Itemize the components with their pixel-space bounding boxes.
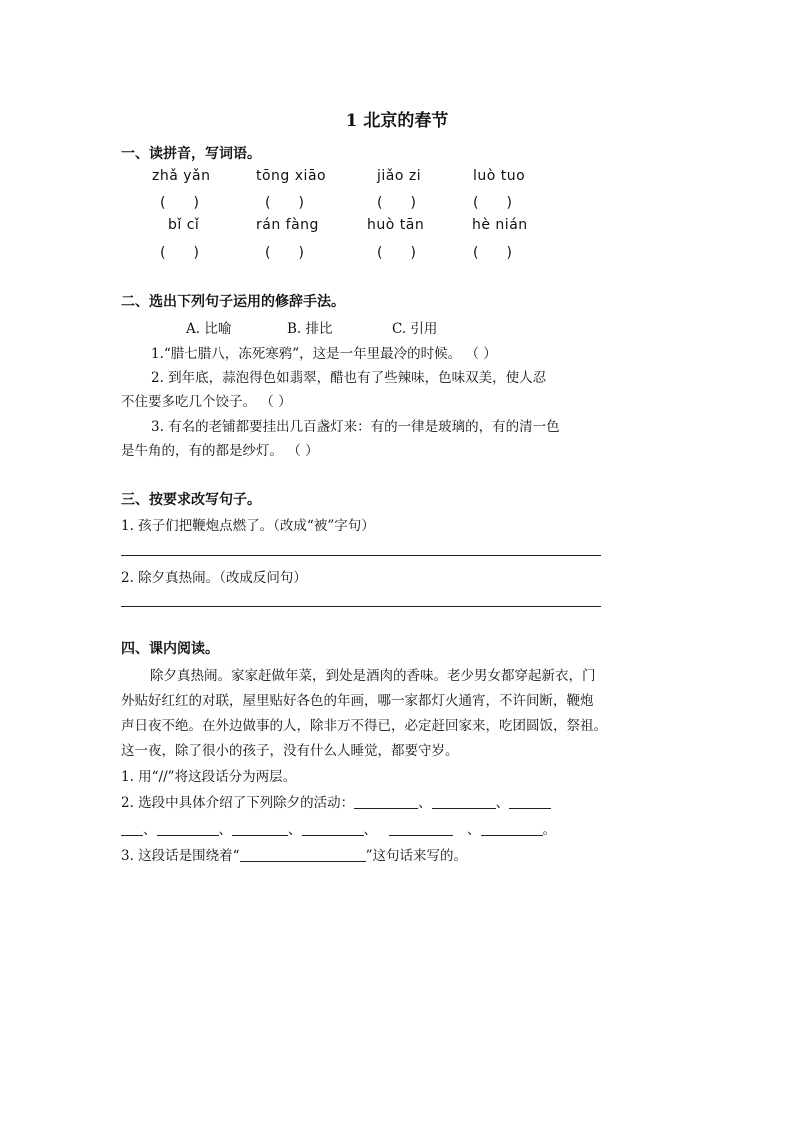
page-title: 1 北京的春节 <box>345 111 449 131</box>
option-b: B. 排比 <box>287 321 333 337</box>
reading-question-2-continued <box>121 818 556 838</box>
separator: 、 <box>418 795 432 811</box>
activity-blank-3-end[interactable] <box>121 821 143 836</box>
reading-question-2-text: 2. 选段中具体介绍了下列除夕的活动： <box>121 795 355 811</box>
separator: 、 <box>495 795 510 811</box>
answer-line-2[interactable] <box>121 606 601 607</box>
reading-question-3-suffix: ”这句话来写的。 <box>365 848 467 864</box>
option-a: A. 比喻 <box>186 321 232 337</box>
activity-blank-1[interactable] <box>354 794 418 809</box>
activity-blank-7[interactable] <box>389 821 453 836</box>
reading-question-3-prefix: 3. 这段话是围绕着“ <box>121 848 240 864</box>
answer-box-1[interactable]: ( ) <box>160 195 199 211</box>
pinyin-6: rán fàng <box>256 217 319 233</box>
separator: 、 <box>143 822 157 838</box>
activity-blank-3-start[interactable] <box>509 794 551 809</box>
answer-box-6[interactable]: ( ) <box>265 245 304 261</box>
reading-question-1: 1. 用“//”将这段话分为两层。 <box>121 769 297 785</box>
pinyin-5: bǐ cǐ <box>168 217 200 233</box>
answer-box-5[interactable]: ( ) <box>160 245 199 261</box>
topic-sentence-blank[interactable] <box>240 847 366 862</box>
answer-line-1[interactable] <box>121 555 601 556</box>
rhetoric-question-2-line2: 不住要多吃几个饺子。 （ ） <box>121 394 292 410</box>
pinyin-1: zhǎ yǎn <box>152 168 211 184</box>
activity-blank-5[interactable] <box>232 821 288 836</box>
passage-line-4: 这一夜，除了很小的孩子，没有什么人睡觉，都要守岁。 <box>121 743 459 759</box>
activity-blank-8[interactable] <box>481 821 543 836</box>
rhetoric-question-3-line1: 3. 有名的老铺都要挂出几百盏灯来：有的一律是玻璃的，有的清一色 <box>151 419 560 435</box>
section2-heading: 二、选出下列句子运用的修辞手法。 <box>121 294 345 310</box>
answer-box-8[interactable]: ( ) <box>473 245 512 261</box>
activity-blank-4[interactable] <box>157 821 219 836</box>
section1-heading: 一、读拼音，写词语。 <box>121 146 261 162</box>
reading-question-2 <box>121 791 551 811</box>
pinyin-7: huò tān <box>367 217 425 233</box>
activity-blank-2[interactable] <box>432 794 496 809</box>
separator: 、 <box>218 822 232 838</box>
separator: 、 <box>467 822 481 838</box>
pinyin-3: jiǎo zi <box>377 168 422 184</box>
option-c: C. 引用 <box>392 321 438 337</box>
activity-blank-6[interactable] <box>302 821 364 836</box>
passage-line-3: 声日夜不绝。在外边做事的人，除非万不得已，必定赶回家来，吃团圆饭，祭祖。 <box>121 718 607 734</box>
separator: 、 <box>288 822 302 838</box>
separator: 、 <box>363 822 377 838</box>
pinyin-8: hè nián <box>472 217 528 233</box>
rewrite-question-1: 1. 孩子们把鞭炮点燃了。（改成“被”字句） <box>121 518 375 534</box>
answer-box-2[interactable]: ( ) <box>265 195 304 211</box>
rhetoric-question-2-line1: 2. 到年底，蒜泡得色如翡翠，醋也有了些辣味，色味双美，使人忍 <box>151 370 547 386</box>
section3-heading: 三、按要求改写句子。 <box>121 492 261 508</box>
rewrite-question-2: 2. 除夕真热闹。（改成反问句） <box>121 570 307 586</box>
rhetoric-question-3-line2: 是牛角的，有的都是纱灯。 （ ） <box>121 443 319 459</box>
answer-box-3[interactable]: ( ) <box>377 195 416 211</box>
pinyin-4: luò tuo <box>473 168 526 184</box>
passage-line-2: 外贴好红红的对联，屋里贴好各色的年画，哪一家都灯火通宵，不许间断，鞭炮 <box>121 693 594 709</box>
answer-box-4[interactable]: ( ) <box>473 195 512 211</box>
passage-line-1: 除夕真热闹。家家赶做年菜，到处是酒肉的香味。老少男女都穿起新衣，门 <box>150 668 596 684</box>
answer-box-7[interactable]: ( ) <box>377 245 416 261</box>
section4-heading: 四、课内阅读。 <box>121 641 219 657</box>
rhetoric-question-1: 1.“腊七腊八，冻死寒鸦”，这是一年里最冷的时候。 （ ） <box>151 346 497 362</box>
pinyin-2: tōng xiāo <box>256 168 327 184</box>
reading-question-3 <box>121 844 467 864</box>
end-mark: 。 <box>542 822 556 838</box>
